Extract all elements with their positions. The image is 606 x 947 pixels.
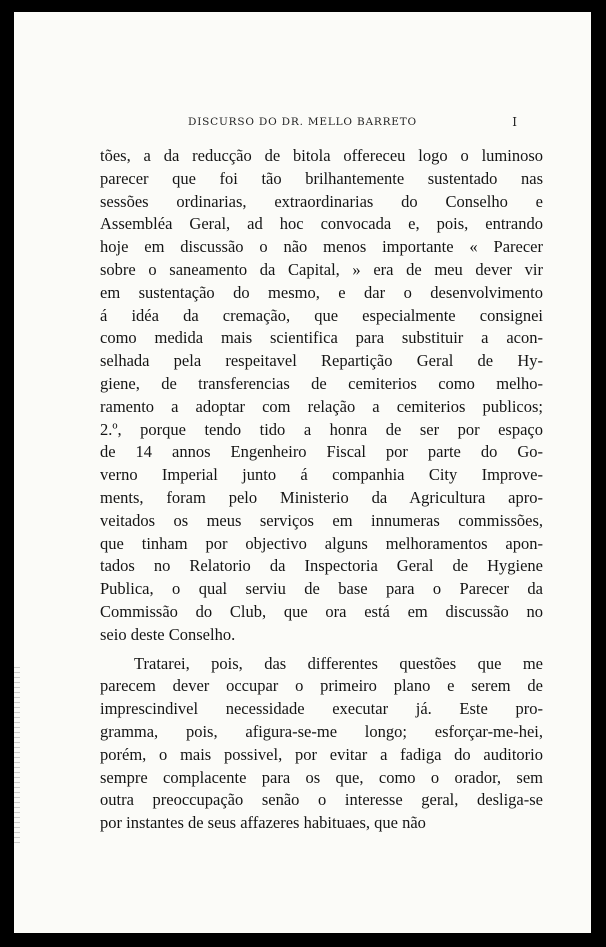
text-line: 2.º, porque tendo tido a honra de ser por espaço	[100, 419, 543, 439]
text-line: como medida mais scientifica para substituir a acon-	[100, 328, 543, 348]
text-line: ramento a adoptar com relação a cemiterios publicos;	[100, 396, 543, 416]
text-line: seio deste Conselho.	[100, 624, 236, 644]
text-line: parecem dever occupar o primeiro plano e serem de	[100, 676, 543, 696]
text-line: á idéa da cremação, que especialmente consignei	[100, 305, 543, 325]
text-line: tões, a da reducção de bitola offereceu logo o luminoso	[100, 146, 543, 165]
text-line: parecer que foi tão brilhantemente sustentado nas	[100, 168, 543, 188]
text-line: por instantes de seus affazeres habituaes, que não	[100, 813, 426, 833]
text-line: verno Imperial junto á companhia City Improve-	[100, 465, 543, 485]
text-line: Commissão do Club, que ora está em discussão no	[100, 601, 543, 621]
document-page	[14, 12, 591, 933]
page-edge-speckle	[14, 667, 20, 847]
text-line: sempre complacente para os que, como o orador, sem	[100, 767, 543, 787]
text-line: giene, de transferencias de cemiterios como melho-	[100, 373, 543, 393]
header-title: DISCURSO DO DR. MELLO BARRETO	[188, 116, 417, 128]
text-line: selhada pela respeitavel Repartição Geral de Hy-	[100, 351, 543, 371]
paragraph-1	[100, 145, 543, 647]
text-line: que tinham por objectivo alguns melhoramentos apon-	[100, 533, 543, 553]
page-number: I	[512, 115, 517, 129]
paragraph-2	[100, 653, 543, 835]
text-line: Publica, o qual serviu de base para o Parecer da	[100, 579, 543, 599]
text-line: Tratarei, pois, das differentes questões que me	[134, 653, 543, 673]
text-line: veitados os meus serviços em innumeras commissões,	[100, 510, 543, 530]
text-line: gramma, pois, afigura-se-me longo; esforçar-me-hei,	[100, 721, 543, 741]
text-line: ments, foram pelo Ministerio da Agricultura apro-	[100, 487, 543, 507]
text-line: outra preoccupação senão o interesse geral, desliga-se	[100, 790, 543, 810]
text-line: Assembléa Geral, ad hoc convocada e, pois, entrando	[100, 214, 543, 234]
running-header	[14, 116, 591, 134]
text-line: de 14 annos Engenheiro Fiscal por parte do Go-	[100, 442, 543, 462]
text-line: porém, o mais possivel, por evitar a fadiga do auditorio	[100, 744, 543, 764]
text-line: sobre o saneamento da Capital, » era de meu dever vir	[100, 259, 543, 279]
text-line: tados no Relatorio da Inspectoria Geral de Hygiene	[100, 556, 543, 576]
text-line: sessões ordinarias, extraordinarias do Conselho e	[100, 191, 543, 211]
text-line: imprescindivel necessidade executar já. Este pro-	[100, 699, 543, 719]
text-line: em sustentação do mesmo, e dar o desenvolvimento	[100, 282, 543, 302]
text-line: hoje em discussão o não menos importante « Parecer	[100, 237, 543, 257]
body-text	[100, 145, 543, 835]
